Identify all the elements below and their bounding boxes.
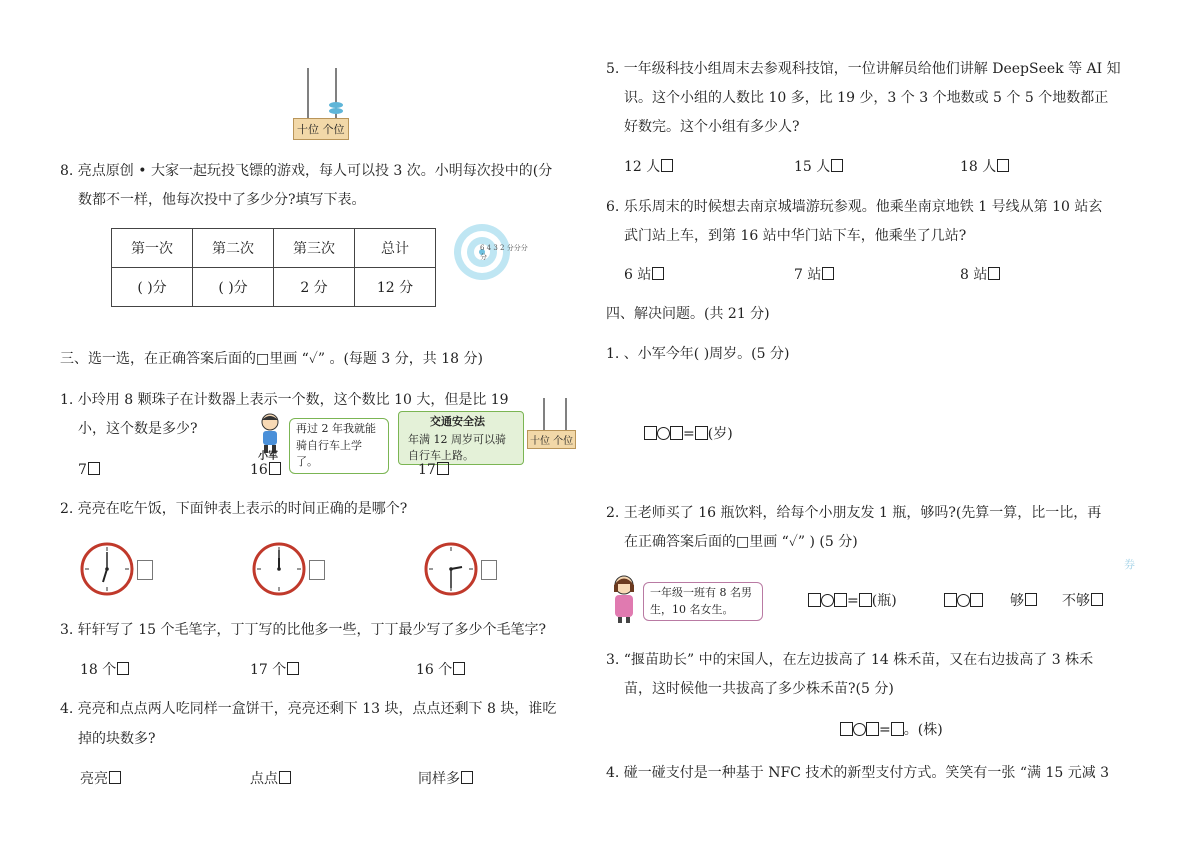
q3-3-option-c-label: 16 个 — [416, 662, 453, 678]
teacher-speech-bubble: 一年级一班有 8 名男生，10 名女生。 — [643, 582, 763, 621]
q3-4-option-c — [418, 771, 473, 786]
q3-4-option-b — [250, 771, 291, 786]
answer-box[interactable] — [891, 722, 904, 736]
q3-3-option-c — [416, 662, 465, 677]
q3-3-option-b — [250, 662, 299, 677]
q3-1-option-c — [418, 462, 449, 477]
q4-2-option-enough — [1010, 593, 1037, 608]
header-second: 第二次 — [193, 229, 274, 268]
answer-checkbox[interactable] — [287, 662, 299, 675]
dartboard-text: 6 4 3 2 分分分分 — [480, 244, 528, 262]
answer-checkbox[interactable] — [269, 462, 281, 475]
q4-2-unit: (瓶) — [871, 593, 897, 609]
answer-box[interactable] — [644, 426, 657, 440]
q4-1-text: 1. 、小军今年( )周岁。(5 分) — [606, 346, 790, 362]
abacus-top-label: 十位 个位 — [293, 118, 349, 140]
clock-a-checkbox[interactable] — [137, 560, 153, 580]
q3-1-option-c-label: 17 — [418, 462, 436, 478]
q3-5-line3: 好数完。这个小组有多少人? — [624, 119, 800, 135]
q3-5-option-c-label: 18 人 — [960, 159, 997, 175]
answer-box[interactable] — [808, 593, 821, 607]
section4-title: 四、解决问题。(共 21 分) — [606, 306, 770, 322]
q3-5-option-b-label: 15 人 — [794, 159, 831, 175]
abacus-small-label: 十位 个位 — [527, 430, 576, 449]
q3-3-text: 3. 轩轩写了 15 个毛笔字，丁丁写的比他多一些，丁丁最少写了多少个毛笔字? — [60, 622, 547, 638]
answer-checkbox[interactable] — [661, 159, 673, 172]
answer-box[interactable] — [944, 593, 957, 607]
q3-2-text: 2. 亮亮在吃午饭，下面钟表上表示的时间正确的是哪个? — [60, 501, 408, 517]
answer-box[interactable] — [834, 593, 847, 607]
q3-1-option-a-label: 7 — [78, 462, 87, 478]
q4-2-line1: 2. 王老师买了 16 瓶饮料，给每个小朋友发 1 瓶，够吗?(先算一算，比一比，再 — [606, 505, 1102, 521]
answer-checkbox[interactable] — [1025, 593, 1037, 606]
not-enough-label: 不够 — [1062, 593, 1090, 609]
answer-checkbox[interactable] — [997, 159, 1009, 172]
q3-6-option-c — [960, 267, 1000, 282]
answer-box[interactable] — [695, 426, 708, 440]
q3-4-line1: 4. 亮亮和点点两人吃同样一盒饼干，亮亮还剩下 13 块，点点还剩下 8 块，谁吃 — [60, 701, 557, 717]
answer-checkbox[interactable] — [461, 771, 473, 784]
q3-1-line2: 小，这个数是多少? — [78, 421, 198, 437]
q3-6-option-b — [794, 267, 834, 282]
q3-3-option-b-label: 17 个 — [250, 662, 287, 678]
q3-4-option-c-label: 同样多 — [418, 771, 460, 787]
answer-box[interactable] — [670, 426, 683, 440]
q4-2-option-not-enough — [1062, 593, 1103, 608]
q3-5-option-b — [794, 159, 843, 174]
answer-box[interactable] — [859, 593, 872, 607]
q3-1-option-b-label: 16 — [250, 462, 268, 478]
clock-a-icon — [80, 542, 134, 596]
clock-b-icon — [252, 542, 306, 596]
answer-box[interactable] — [840, 722, 853, 736]
q4-2-compare — [944, 593, 983, 608]
q3-6-line2: 武门站上车，到第 16 站中华门站下车，他乘坐了几站? — [624, 228, 967, 244]
q4-3-unit: 。(株) — [903, 722, 943, 738]
operator-circle[interactable] — [853, 723, 866, 736]
q3-6-option-a — [624, 267, 664, 282]
answer-checkbox[interactable] — [117, 662, 129, 675]
boy-icon — [255, 412, 285, 456]
clock-b-checkbox[interactable] — [309, 560, 325, 580]
cell-second[interactable]: ( )分 — [193, 268, 274, 307]
q3-6-line1: 6. 乐乐周末的时候想去南京城墙游玩参观。他乘坐南京地铁 1 号线从第 10 站玄 — [606, 199, 1103, 215]
q3-6-option-a-label: 6 站 — [624, 267, 652, 283]
header-first: 第一次 — [112, 229, 193, 268]
answer-checkbox[interactable] — [652, 267, 664, 280]
answer-box[interactable] — [970, 593, 983, 607]
section3-title: 三、选一选，在正确答案后面的□里画 “✓” 。(每题 3 分，共 18 分) — [60, 351, 483, 367]
q4-3-line1: 3. “揠苗助长” 中的宋国人，在左边拔高了 14 株禾苗，又在右边拔高了 3 株禾 — [606, 652, 1094, 668]
operator-circle[interactable] — [657, 427, 670, 440]
q4-3-line2: 苗，这时候他一共拔高了多少株禾苗?(5 分) — [624, 681, 894, 697]
teacher-icon — [606, 574, 642, 624]
boy-name: 小军 — [258, 451, 278, 462]
answer-checkbox[interactable] — [1091, 593, 1103, 606]
q3-6-option-c-label: 8 站 — [960, 267, 988, 283]
q4-3-equation: = 。(株) — [840, 722, 943, 737]
q3-5-line1: 5. 一年级科技小组周末去参观科技馆，一位讲解员给他们讲解 DeepSeek 等 AI 知 — [606, 61, 1121, 77]
score-table — [111, 228, 436, 307]
q3-1-option-b — [250, 462, 281, 477]
answer-checkbox[interactable] — [453, 662, 465, 675]
q4-2-equation: = (瓶) — [808, 593, 897, 608]
answer-checkbox[interactable] — [822, 267, 834, 280]
q4-1-unit: (岁) — [707, 426, 733, 442]
q4-2-line2: 在正确答案后面的□里画 “✓” ) (5 分) — [624, 534, 858, 550]
q3-5-line2: 识。这个小组的人数比 10 多，比 19 少，3 个 3 个地数或 5 个 5 个地数都正 — [624, 90, 1109, 106]
score-table-value-row — [112, 268, 436, 307]
boy-speech-bubble: 再过 2 年我就能骑自行车上学了。 — [289, 418, 389, 474]
cell-total: 12 分 — [355, 268, 436, 307]
q3-1-line1: 1. 小玲用 8 颗珠子在计数器上表示一个数，这个数比 10 大，但是比 19 — [60, 392, 509, 408]
cell-first[interactable]: ( )分 — [112, 268, 193, 307]
header-total: 总计 — [355, 229, 436, 268]
q3-3-option-a — [80, 662, 129, 677]
q3-4-option-b-label: 点点 — [250, 771, 278, 787]
enough-label: 够 — [1010, 593, 1024, 609]
traffic-law-title: 交通安全法 — [430, 415, 485, 428]
q3-4-option-a-label: 亮亮 — [80, 771, 108, 787]
answer-checkbox[interactable] — [437, 462, 449, 475]
answer-box[interactable] — [866, 722, 879, 736]
answer-checkbox[interactable] — [831, 159, 843, 172]
cell-third: 2 分 — [274, 268, 355, 307]
q3-6-option-b-label: 7 站 — [794, 267, 822, 283]
compare-circle[interactable] — [957, 594, 970, 607]
clock-c-icon — [424, 542, 478, 596]
q3-5-option-a — [624, 159, 673, 174]
answer-checkbox[interactable] — [88, 462, 100, 475]
operator-circle[interactable] — [821, 594, 834, 607]
q4-1-equation: = (岁) — [644, 426, 733, 441]
watermark-stamp: 券 — [1124, 558, 1135, 571]
q8-line1: 8. 亮点原创 • 大家一起玩投飞镖的游戏，每人可以投 3 次。小明每次投中的(分 — [60, 163, 553, 179]
q3-3-option-a-label: 18 个 — [80, 662, 117, 678]
q3-5-option-c — [960, 159, 1009, 174]
q4-4-line1: 4. 碰一碰支付是一种基于 NFC 技术的新型支付方式。笑笑有一张 “满 15 元减 3 — [606, 765, 1110, 781]
answer-checkbox[interactable] — [109, 771, 121, 784]
traffic-law-body: 年满 12 周岁可以骑自行车上路。 — [408, 433, 506, 462]
header-third: 第三次 — [274, 229, 355, 268]
score-table-header-row — [112, 229, 436, 268]
answer-checkbox[interactable] — [279, 771, 291, 784]
q3-4-option-a — [80, 771, 121, 786]
q3-5-option-a-label: 12 人 — [624, 159, 661, 175]
q3-1-option-a — [78, 462, 100, 477]
answer-checkbox[interactable] — [988, 267, 1000, 280]
q8-line2: 数都不一样，他每次投中了多少分?填写下表。 — [78, 192, 366, 208]
q3-4-line2: 掉的块数多? — [78, 731, 156, 747]
clock-c-checkbox[interactable] — [481, 560, 497, 580]
